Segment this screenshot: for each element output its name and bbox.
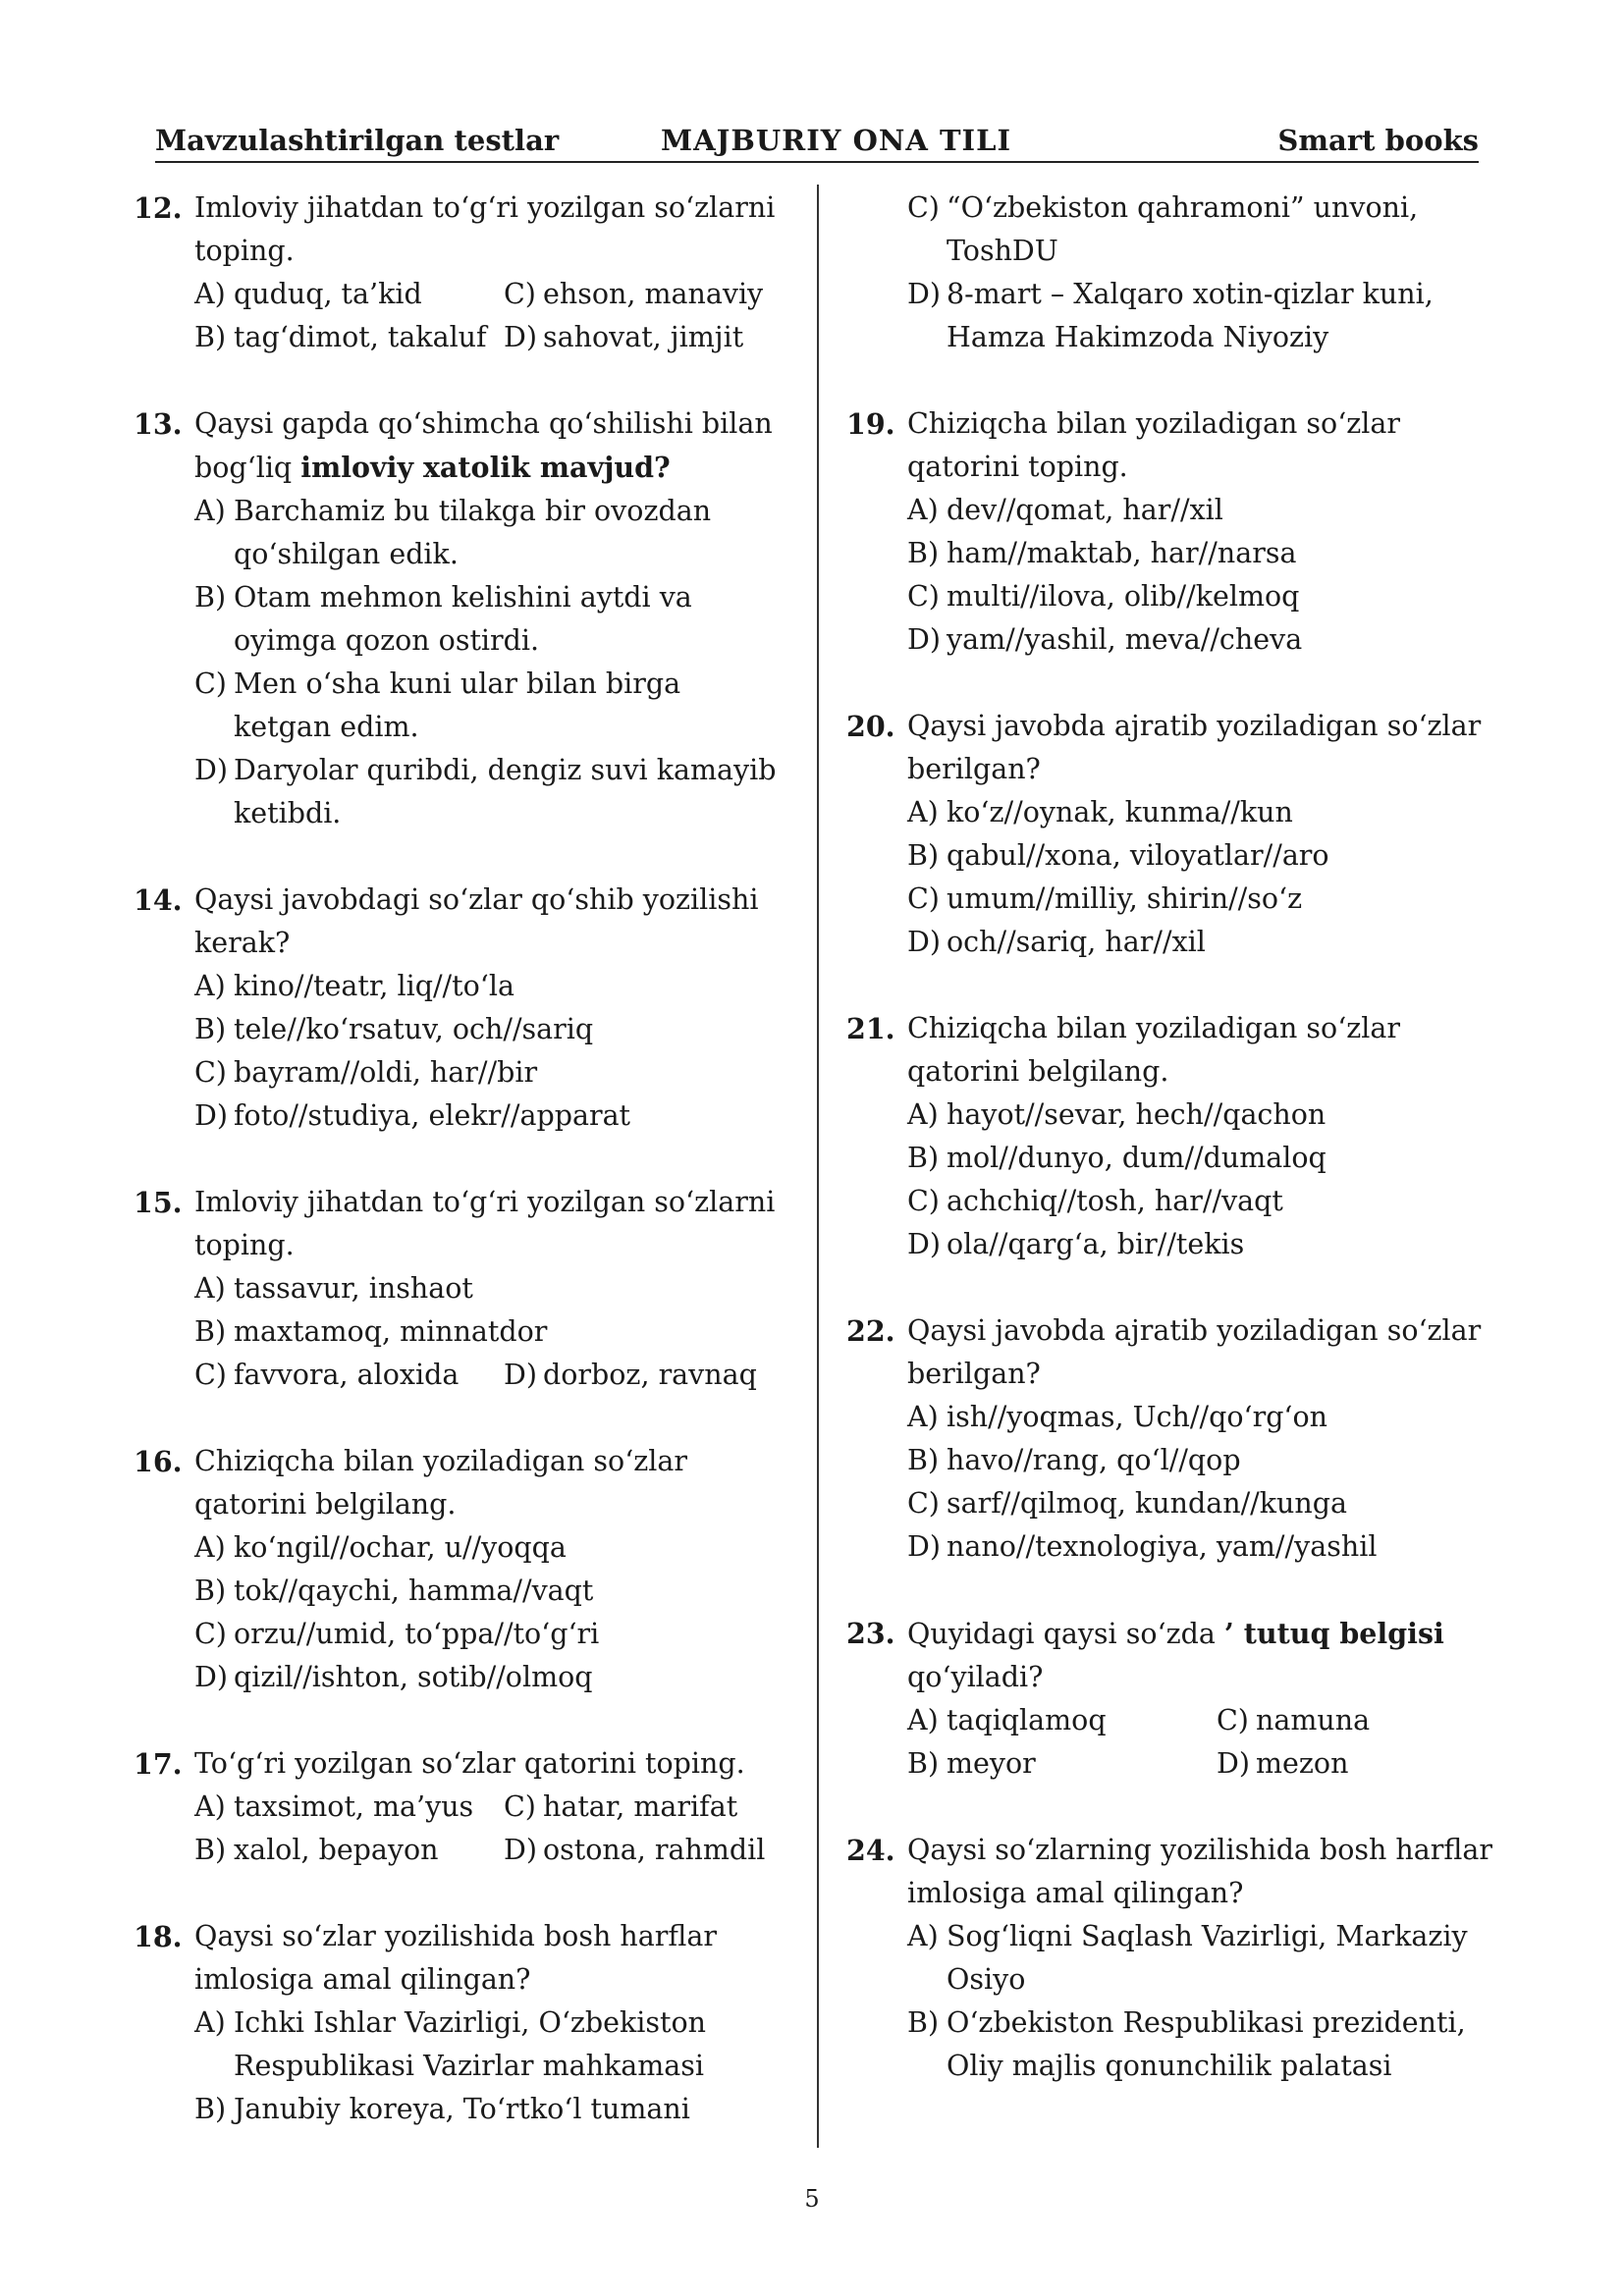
question-20 — [846, 705, 1494, 964]
option-c[interactable]: C) “O‘zbekiston qahramoni” unvoni, ToshDU — [907, 191, 1419, 267]
question-number: 15. — [134, 1186, 183, 1219]
option-b[interactable]: B) meyor — [907, 1747, 1036, 1780]
option-b[interactable]: B) Otam mehmon kelishini aytdi va oyimga qozon ostirdi. — [194, 581, 692, 657]
option-b[interactable]: B) tag‘dimot, takaluf — [194, 321, 487, 353]
option-c[interactable]: C) namuna — [1217, 1704, 1371, 1736]
option-b[interactable]: B) Janubiy koreya, To‘rtko‘l tumani — [194, 2093, 690, 2125]
option-c[interactable]: C) sarf//qilmoq, kundan//kunga — [907, 1487, 1348, 1520]
question-number: 20. — [846, 710, 895, 743]
question-stem: To‘g‘ri yozilgan so‘zlar qatorini toping. — [194, 1747, 745, 1780]
option-a[interactable]: A) quduq, ta’kid — [194, 278, 422, 310]
question-18-continued — [846, 187, 1494, 359]
option-b[interactable]: B) tok//qaychi, hamma//vaqt — [194, 1575, 594, 1607]
header-left: Mavzulashtirilgan testlar — [155, 124, 560, 157]
question-stem: Qaysi javobda ajratib yoziladigan so‘zlar berilgan? — [907, 1314, 1482, 1390]
option-b[interactable]: B) havo//rang, qo‘l//qop — [907, 1444, 1241, 1476]
option-a[interactable]: A) ish//yoqmas, Uch//qo‘rg‘on — [907, 1401, 1328, 1433]
option-d[interactable]: D) sahovat, jimjit — [504, 321, 744, 353]
option-a[interactable]: A) taxsimot, ma’yus — [194, 1790, 474, 1823]
option-d[interactable]: D) foto//studiya, elekr//apparat — [194, 1099, 631, 1132]
option-a[interactable]: A) ko‘z//oynak, kunma//kun — [907, 796, 1293, 828]
question-stem: Qaysi gapda qo‘shimcha qo‘shilishi bilan bog‘liq imloviy xatolik mavjud? — [194, 407, 773, 484]
option-b[interactable]: B) maxtamoq, minnatdor — [194, 1315, 548, 1348]
option-c[interactable]: C) umum//milliy, shirin//so‘z — [907, 882, 1303, 915]
question-number: 16. — [134, 1445, 183, 1478]
question-number: 19. — [846, 407, 895, 441]
option-a[interactable]: A) dev//qomat, har//xil — [907, 494, 1223, 526]
option-b[interactable]: B) mol//dunyo, dum//dumaloq — [907, 1142, 1326, 1174]
option-c[interactable]: C) favvora, aloxida — [194, 1359, 460, 1391]
option-d[interactable]: D) ola//qarg‘a, bir//tekis — [907, 1228, 1245, 1260]
question-stem: Chiziqcha bilan yoziladigan so‘zlar qatorini toping. — [907, 407, 1400, 483]
column-divider — [817, 185, 819, 2148]
question-number: 13. — [134, 407, 183, 441]
question-stem: Quyidagi qaysi so‘zda ’ tutuq belgisi qo‘yiladi? — [907, 1617, 1444, 1693]
page-header — [155, 122, 1479, 163]
left-column — [134, 187, 782, 2174]
right-column — [846, 187, 1494, 2131]
option-a[interactable]: A) tassavur, inshaot — [194, 1272, 473, 1305]
option-a[interactable]: A) kino//teatr, liq//to‘la — [194, 970, 514, 1002]
question-stem: Qaysi javobda ajratib yoziladigan so‘zlar berilgan? — [907, 710, 1482, 785]
question-17 — [134, 1742, 782, 1872]
option-a[interactable]: A) ko‘ngil//ochar, u//yoqqa — [194, 1531, 567, 1564]
option-d[interactable]: D) och//sariq, har//xil — [907, 926, 1206, 958]
option-d[interactable]: D) 8-mart – Xalqaro xotin-qizlar kuni, Hamza Hakimzoda Niyoziy — [907, 278, 1434, 353]
question-24 — [846, 1829, 1494, 2088]
question-14 — [134, 879, 782, 1138]
question-19 — [846, 402, 1494, 662]
option-a[interactable]: A) Ichki Ishlar Vazirligi, O‘zbekiston Respublikasi Vazirlar mahkamasi — [194, 2006, 706, 2082]
question-number: 18. — [134, 1920, 183, 1953]
option-c[interactable]: C) orzu//umid, to‘ppa//to‘g‘ri — [194, 1618, 600, 1650]
question-13 — [134, 402, 782, 835]
header-right: Smart books — [1277, 124, 1479, 157]
option-a[interactable]: A) Barchamiz bu tilakga bir ovozdan qo‘shilgan edik. — [194, 495, 712, 570]
question-number: 17. — [134, 1747, 183, 1781]
question-number: 23. — [846, 1617, 895, 1650]
question-stem: Chiziqcha bilan yoziladigan so‘zlar qatorini belgilang. — [194, 1445, 687, 1521]
question-16 — [134, 1440, 782, 1699]
question-21 — [846, 1007, 1494, 1266]
option-a[interactable]: A) taqiqlamoq — [907, 1704, 1107, 1736]
option-c[interactable]: C) ehson, manaviy — [504, 278, 764, 310]
option-a[interactable]: A) Sog‘liqni Saqlash Vazirligi, Markaziy Osiyo — [907, 1920, 1468, 1996]
question-number: 12. — [134, 191, 183, 225]
question-stem: Chiziqcha bilan yoziladigan so‘zlar qatorini belgilang. — [907, 1012, 1400, 1088]
option-d[interactable]: D) qizil//ishton, sotib//olmoq — [194, 1661, 593, 1693]
option-d[interactable]: D) mezon — [1217, 1747, 1349, 1780]
question-number: 21. — [846, 1012, 895, 1045]
question-stem: Qaysi so‘zlar yozilishida bosh harflar imlosiga amal qilingan? — [194, 1920, 717, 1996]
question-number: 24. — [846, 1834, 895, 1867]
question-22 — [846, 1309, 1494, 1569]
option-a[interactable]: A) hayot//sevar, hech//qachon — [907, 1098, 1326, 1131]
option-d[interactable]: D) ostona, rahmdil — [504, 1834, 766, 1866]
question-15 — [134, 1181, 782, 1397]
option-b[interactable]: B) tele//ko‘rsatuv, och//sariq — [194, 1013, 594, 1045]
page-number: 5 — [804, 2185, 820, 2213]
question-stem: Imloviy jihatdan to‘g‘ri yozilgan so‘zlarni toping. — [194, 1186, 776, 1261]
option-c[interactable]: C) hatar, marifat — [504, 1790, 738, 1823]
option-c[interactable]: C) Men o‘sha kuni ular bilan birga ketgan edim. — [194, 667, 681, 743]
option-c[interactable]: C) multi//ilova, olib//kelmoq — [907, 580, 1300, 613]
question-stem: Qaysi javobdagi so‘zlar qo‘shib yozilishi kerak? — [194, 883, 759, 959]
option-c[interactable]: C) achchiq//tosh, har//vaqt — [907, 1185, 1283, 1217]
option-b[interactable]: B) qabul//xona, viloyatlar//aro — [907, 839, 1329, 872]
option-d[interactable]: D) yam//yashil, meva//cheva — [907, 623, 1303, 656]
option-d[interactable]: D) dorboz, ravnaq — [504, 1359, 757, 1391]
option-d[interactable]: D) Daryolar quribdi, dengiz suvi kamayib ketibdi. — [194, 754, 777, 829]
question-23 — [846, 1612, 1494, 1786]
question-number: 14. — [134, 883, 183, 917]
question-12 — [134, 187, 782, 359]
question-stem: Qaysi so‘zlarning yozilishida bosh harflar imlosiga amal qilingan? — [907, 1834, 1493, 1909]
question-number: 22. — [846, 1314, 895, 1348]
header-center: MAJBURIY ONA TILI — [661, 124, 1012, 157]
option-b[interactable]: B) ham//maktab, har//narsa — [907, 537, 1297, 569]
option-b[interactable]: B) xalol, bepayon — [194, 1834, 439, 1866]
option-d[interactable]: D) nano//texnologiya, yam//yashil — [907, 1530, 1378, 1563]
question-18 — [134, 1915, 782, 2131]
option-b[interactable]: B) O‘zbekiston Respublikasi prezidenti, Oliy majlis qonunchilik palatasi — [907, 2006, 1466, 2082]
option-c[interactable]: C) bayram//oldi, har//bir — [194, 1056, 538, 1089]
question-stem: Imloviy jihatdan to‘g‘ri yozilgan so‘zlarni toping. — [194, 191, 776, 267]
